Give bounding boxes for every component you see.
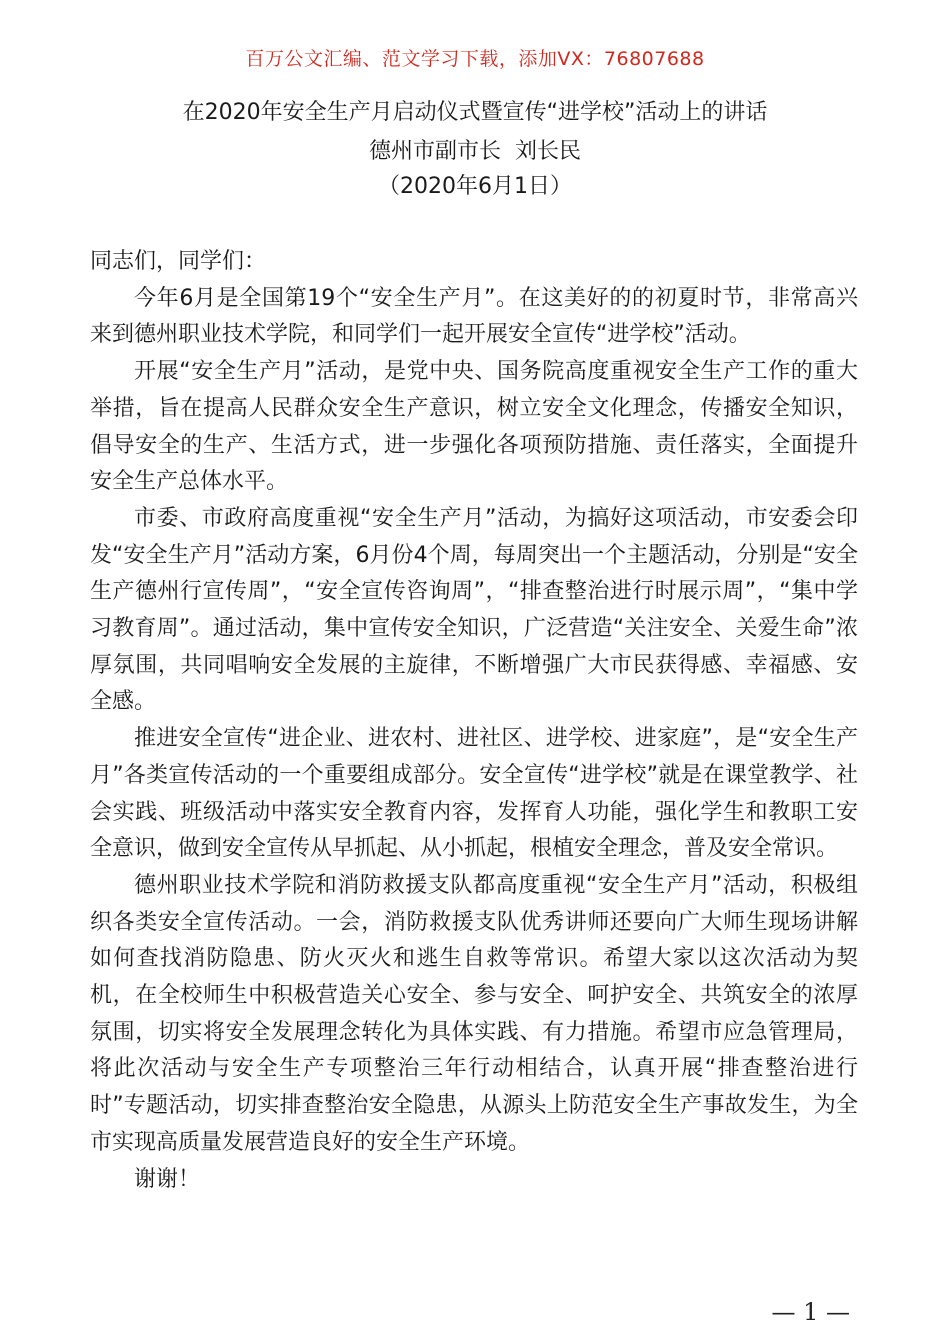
speech-title: 在2020年安全生产月启动仪式暨宣传“进学校”活动上的讲话 [182,100,768,125]
page-number: — 1 — [771,1298,850,1326]
closing-thanks: 谢谢！ [134,1166,201,1192]
speaker-line: 德州市副市长 刘长民 [369,139,581,164]
promo-banner: 百万公文汇编、范文学习下载，添加VX：76807688 [245,48,705,70]
paragraph: 今年6月是全国第19个“安全生产月”。在这美好的的初夏时节，非常高兴来到德州职业技术学院，和同学们一起开展安全宣传“进学校”活动。 [90,285,858,348]
speech-date: （2020年6月1日） [378,174,572,199]
speech-body [90,244,858,1198]
paragraph: 开展“安全生产月”活动，是党中央、国务院高度重视安全生产工作的重大举措，旨在提高人民群众安全生产意识，树立安全文化理念，传播安全知识，倡导安全的生产、生活方式，进一步强化各项预防措施、责任落实，全面提升安全生产总体水平。 [90,359,858,495]
paragraph: 市委、市政府高度重视“安全生产月”活动，为搞好这项活动，市安委会印发“安全生产月”活动方案，6月份4个周，每周突出一个主题活动，分别是“安全生产德州行宣传周”，“安全宣传咨询周”，“排查整治进行时展示周”，“集中学习教育周”。通过活动，集中宣传安全知识，广泛营造“关注安全、关爱生命”浓厚氛围，共同唱响安全发展的主旋律，不断增强广大市民获得感、幸福感、安全感。 [90,505,858,715]
paragraph: 德州职业技术学院和消防救援支队都高度重视“安全生产月”活动，积极组织各类安全宣传活动。一会，消防救援支队优秀讲师还要向广大师生现场讲解如何查找消防隐患、防火灭火和逃生自救等常识。希望大家以这次活动为契机，在全校师生中积极营造关心安全、参与安全、呵护安全、共筑安全的浓厚氛围，切实将安全发展理念转化为具体实践、有力措施。希望市应急管理局，将此次活动与安全生产专项整治三年行动相结合，认真开展“排查整治进行时”专题活动，切实排查整治安全隐患，从源头上防范安全生产事故发生，为全市实现高质量发展营造良好的安全生产环境。 [90,872,858,1155]
salutation: 同志们，同学们： [90,249,267,274]
paragraph: 推进安全宣传“进企业、进农村、进社区、进学校、进家庭”，是“安全生产月”各类宣传活动的一个重要组成部分。安全宣传“进学校”就是在课堂教学、社会实践、班级活动中落实安全教育内容，发挥育人功能，强化学生和教职工安全意识，做到安全宣传从早抓起、从小抓起，根植安全理念，普及安全常识。 [90,726,858,862]
